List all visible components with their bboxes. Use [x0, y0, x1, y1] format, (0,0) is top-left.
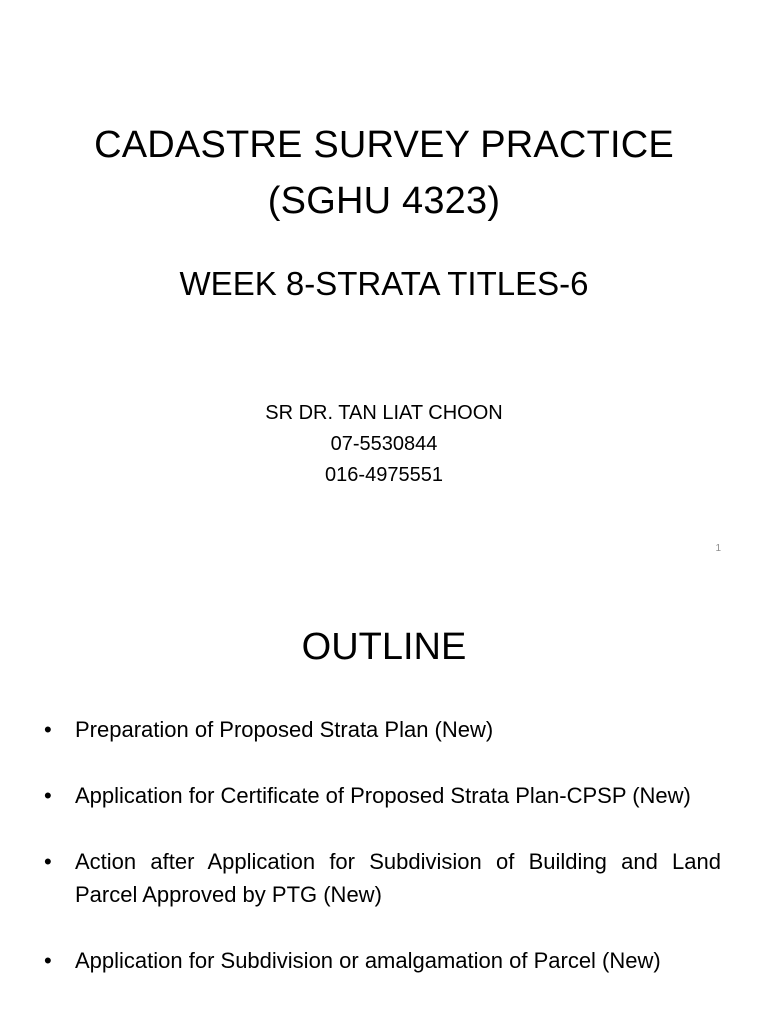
- author-name: SR DR. TAN LIAT CHOON: [265, 402, 503, 424]
- outline-item-text: Application for Certificate of Proposed Strata Plan-CPSP (New): [75, 783, 691, 808]
- bullet-icon: •: [44, 717, 52, 742]
- course-code: (SGHU 4323): [267, 180, 501, 222]
- outline-item-text: Action after Application for Subdivision of Building and Land Parcel Approved by PTG (New): [75, 849, 721, 907]
- bullet-icon: •: [44, 783, 52, 808]
- outline-title: OUTLINE: [301, 626, 467, 668]
- outline-item: [0, 779, 768, 812]
- week-subtitle: WEEK 8-STRATA TITLES-6: [179, 265, 589, 302]
- page-number: 1: [715, 543, 721, 554]
- outline-list: [0, 713, 768, 1010]
- bullet-icon: •: [44, 849, 52, 874]
- course-title: CADASTRE SURVEY PRACTICE: [94, 124, 674, 166]
- phone-number-office: 07-5530844: [330, 433, 438, 455]
- outline-slide: [0, 576, 768, 1024]
- outline-item: [0, 713, 768, 746]
- phone-number-mobile: 016-4975551: [325, 464, 443, 486]
- outline-item-text: Application for Subdivision or amalgamation of Parcel (New): [75, 948, 661, 973]
- outline-item: [0, 845, 768, 911]
- outline-item-text: Preparation of Proposed Strata Plan (New): [75, 717, 494, 742]
- bullet-icon: •: [44, 948, 52, 973]
- author-block: [0, 398, 768, 491]
- outline-item: [0, 944, 768, 977]
